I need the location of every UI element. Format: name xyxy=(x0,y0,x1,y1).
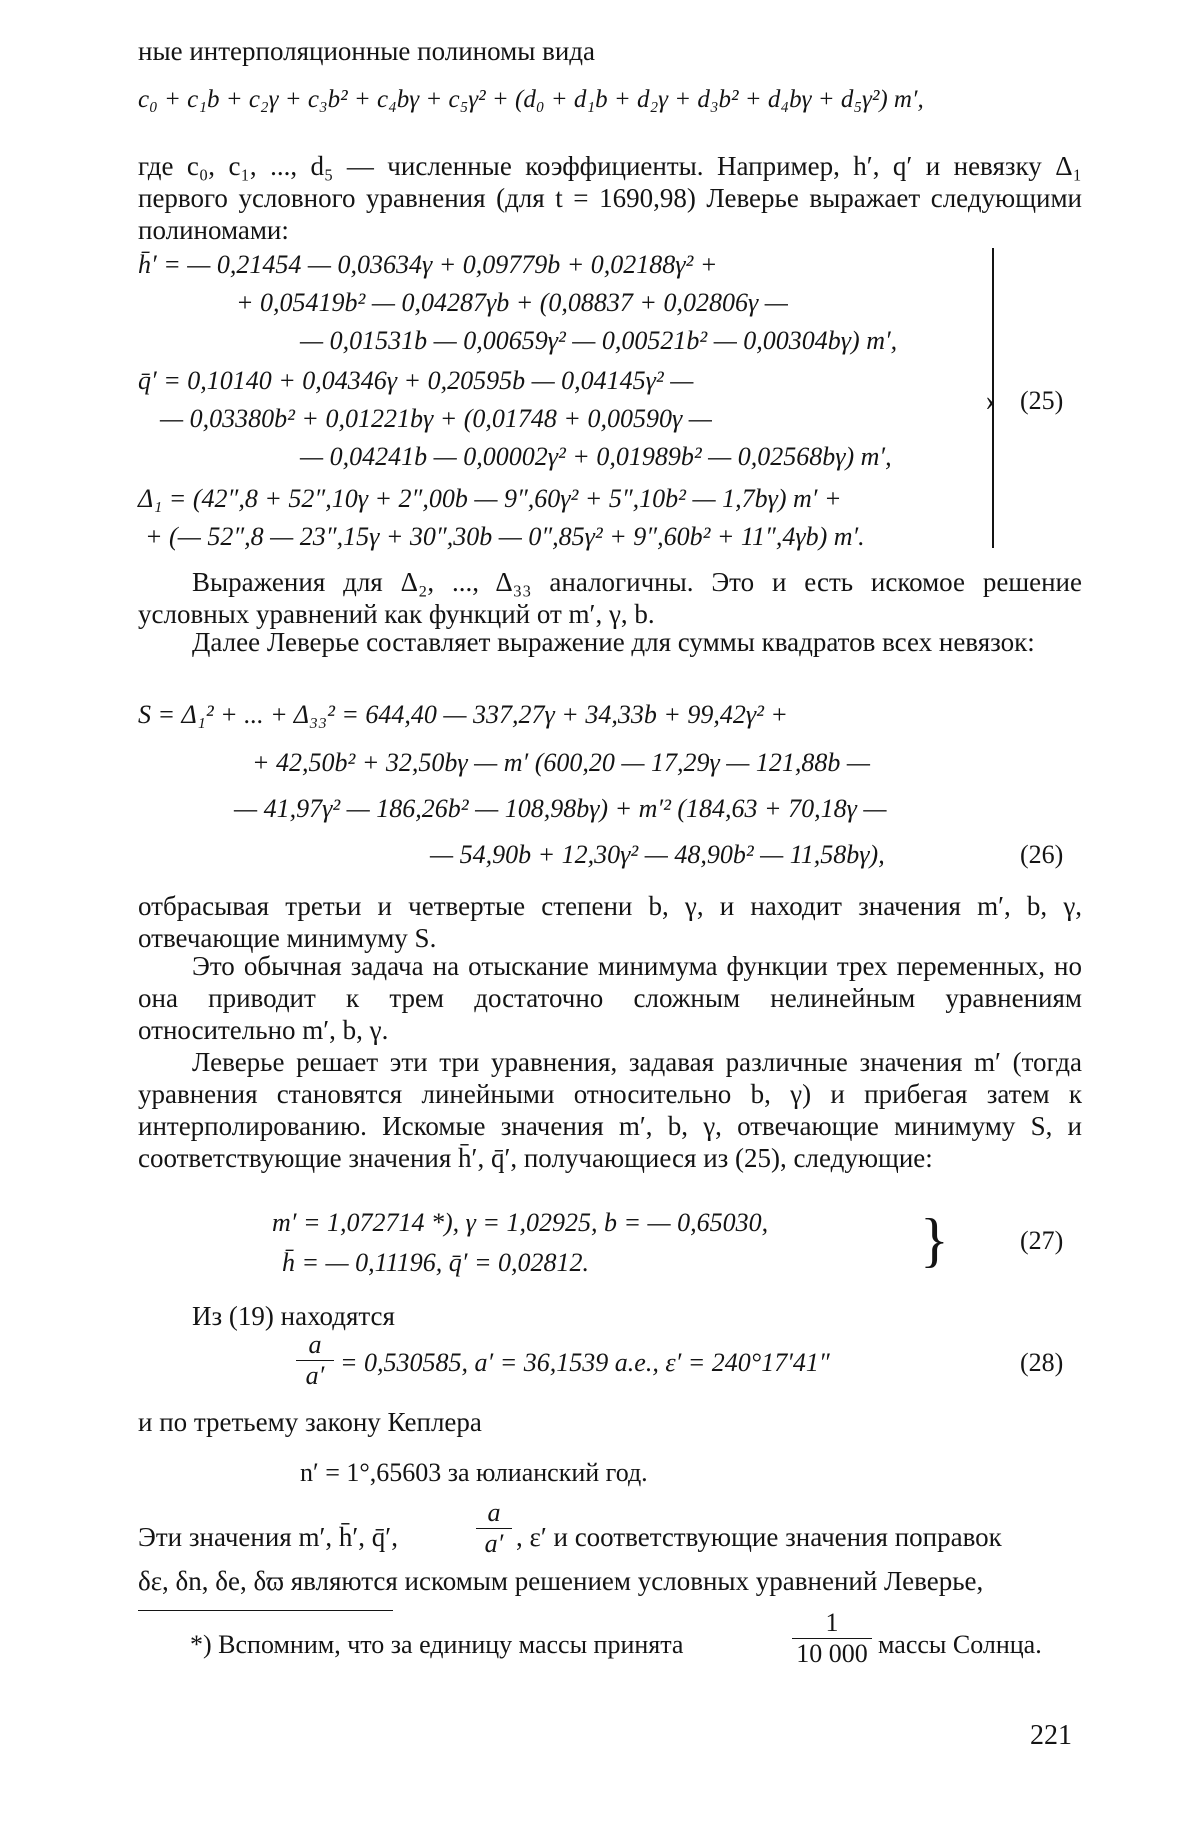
paragraph: Леверье решает эти три уравнения, задавая различные значения m′ (тогда уравнения становятся линейными относительно b, γ) и прибегая затем к интерполированию. Искомые значения m′, b, γ, отвечающие минимуму S, и соответствующие значения h̄′, q̄′, получающиеся из (25), следующие: xyxy=(138,1047,1082,1173)
fraction-numerator: 1 xyxy=(792,1608,872,1639)
paragraph: отбрасывая третьи и четвертые степени b, γ, и находит значения m′, b, γ, отвечающие минимуму S. xyxy=(138,891,1082,953)
footnote-text: *) Вспомним, что за единицу массы принята xyxy=(190,1630,684,1659)
equation-line: — 0,01531b — 0,00659γ² — 0,00521b² — 0,00304bγ) m′, xyxy=(300,326,898,355)
paragraph: и по третьему закону Кеплера xyxy=(138,1407,482,1437)
paragraph: где c₀, c₁, ..., d₅ — численные коэффициенты. Например, h′, q′ и невязку Δ₁ первого условного уравнения (для t = 1690,98) Леверье выражает следующими полиномами: xyxy=(138,151,1082,245)
equation-line: + (— 52″,8 — 23″,15γ + 30″,30b — 0″,85γ² + 9″,60b² + 11″,4γb) m′. xyxy=(145,522,865,551)
text-line: Эти значения m′, h̄′, q̄′, xyxy=(138,1522,398,1552)
fraction-denominator: 10 000 xyxy=(796,1639,868,1668)
footnote-divider xyxy=(138,1610,393,1611)
equation-line: = 0,530585, a′ = 36,1539 а.е., ε′ = 240°17′41″ xyxy=(340,1348,830,1377)
polynomial-equation: c₀ + c₁b + c₂γ + c₃b² + c₄bγ + c₅γ² + (d₀ + d₁b + d₂γ + d₃b² + d₄bγ + d₅γ²) m′, xyxy=(138,86,924,113)
footnote-text: массы Солнца. xyxy=(878,1630,1042,1659)
fraction-numerator: a xyxy=(476,1498,512,1529)
equation-line: Δ₁ = (42″,8 + 52″,10γ + 2″,00b — 9″,60γ² + 5″,10b² — 1,7bγ) m′ + xyxy=(138,484,842,513)
equation-line: — 0,04241b — 0,00002γ² + 0,01989b² — 0,02568bγ) m′, xyxy=(300,442,892,471)
equation-line: S = Δ₁² + ... + Δ₃₃² = 644,40 — 337,27γ + 34,33b + 99,42γ² + xyxy=(138,700,788,729)
paragraph: Из (19) находятся xyxy=(192,1301,395,1331)
text-line: , ε′ и соответствующие значения поправок xyxy=(516,1522,1002,1552)
paragraph: Далее Леверье составляет выражение для суммы квадратов всех невязок: xyxy=(192,627,1035,657)
fraction-denominator: a′ xyxy=(484,1529,504,1558)
equation-line: h̄′ = — 0,21454 — 0,03634γ + 0,09779b + 0,02188γ² + xyxy=(138,250,718,279)
fraction-denominator: a′ xyxy=(305,1361,325,1390)
paragraph: Это обычная задача на отыскание минимума функции трех переменных, но она приводит к трем достаточно сложным нелинейным уравнениям относительно m′, b, γ. xyxy=(138,951,1082,1045)
equation-line: q̄′ = 0,10140 + 0,04346γ + 0,20595b — 0,04145γ² — xyxy=(138,366,694,395)
equation-number: (25) xyxy=(1020,386,1064,415)
equation-number: (28) xyxy=(1020,1348,1064,1377)
equation-line: + 0,05419b² — 0,04287γb + (0,08837 + 0,02806γ — xyxy=(236,288,788,317)
page-number: 221 xyxy=(1030,1720,1072,1751)
text-line: ные интерполяционные полиномы вида xyxy=(138,36,596,66)
equation-line: + 42,50b² + 32,50bγ — m′ (600,20 — 17,29γ — 121,88b — xyxy=(252,748,870,777)
fraction xyxy=(792,1608,872,1669)
fraction-numerator: a xyxy=(296,1330,334,1361)
equation-line: m′ = 1,072714 *), γ = 1,02925, b = — 0,65030, xyxy=(272,1208,769,1237)
fraction xyxy=(476,1498,512,1559)
text-line: δε, δn, δe, δϖ являются искомым решением условных уравнений Леверье, xyxy=(138,1566,984,1596)
fraction xyxy=(296,1330,334,1391)
equation-number: (26) xyxy=(1020,840,1064,869)
kepler-equation: n′ = 1°,65603 за юлианский год. xyxy=(300,1458,648,1487)
equation-number: (27) xyxy=(1020,1226,1064,1255)
brace: } xyxy=(920,1207,949,1273)
equation-line: — 54,90b + 12,30γ² — 48,90b² — 11,58bγ), xyxy=(430,840,885,869)
equation-line: h̄ = — 0,11196, q̄′ = 0,02812. xyxy=(282,1248,590,1277)
equation-line: — 0,03380b² + 0,01221bγ + (0,01748 + 0,00590γ — xyxy=(160,404,712,433)
equation-line: — 41,97γ² — 186,26b² — 108,98bγ) + m′² (184,63 + 70,18γ — xyxy=(234,794,887,823)
paragraph: Выражения для Δ₂, ..., Δ₃₃ аналогичны. Это и есть искомое решение условных уравнений как функций от m′, γ, b. xyxy=(138,567,1082,629)
